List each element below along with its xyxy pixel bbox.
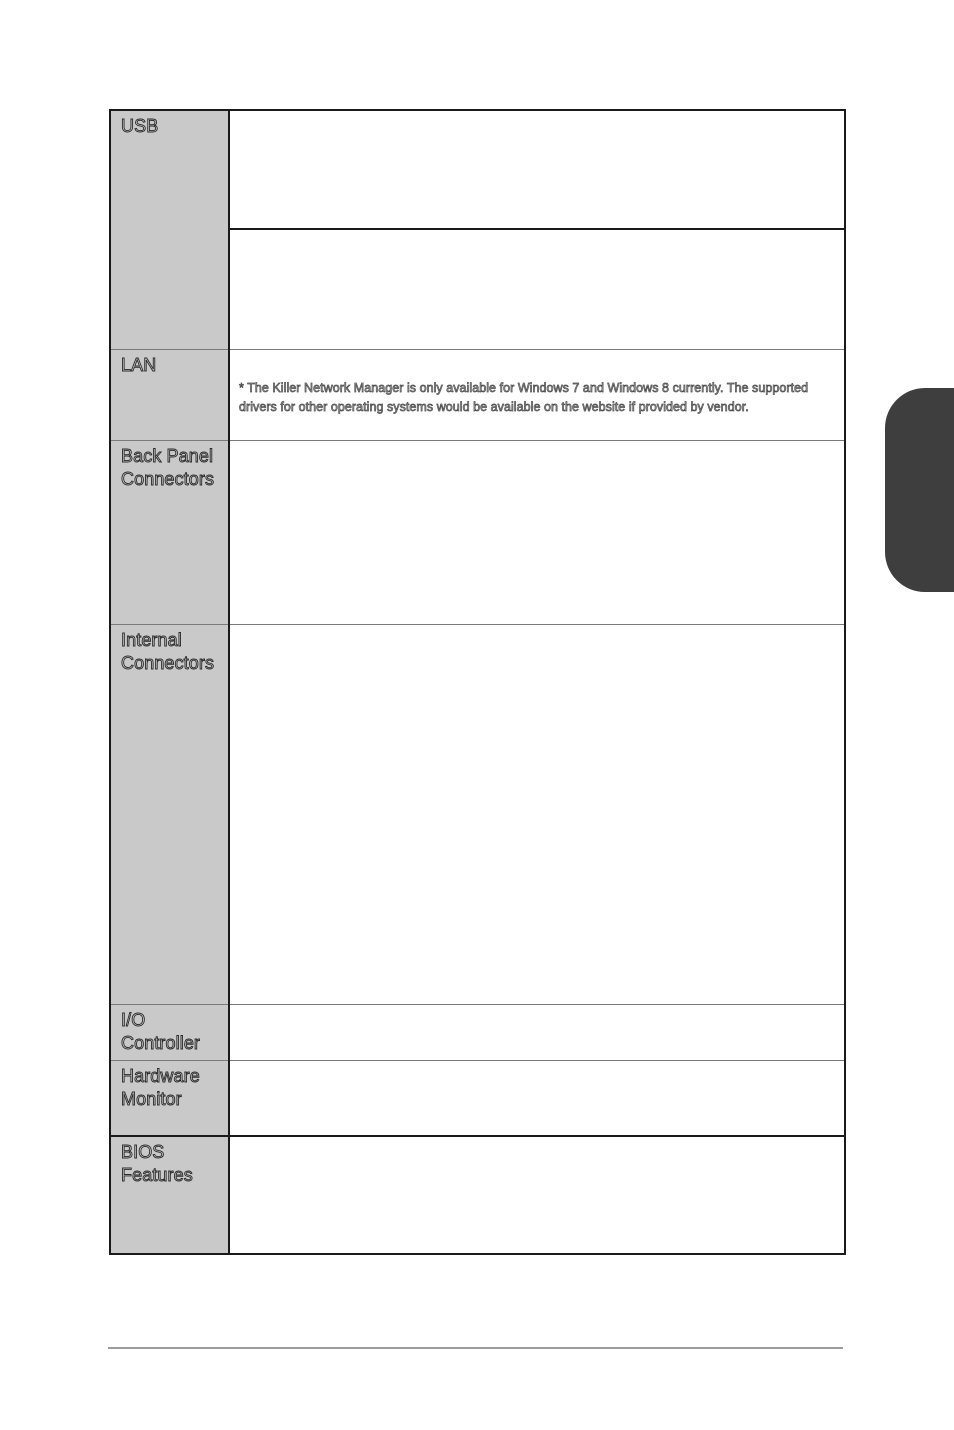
row-label-hardware-monitor: Hardware Monitor [110, 1060, 229, 1136]
io-content-cell [229, 1004, 845, 1060]
table-row-io [110, 1004, 845, 1060]
row-label-io-controller: I/O Controller [110, 1004, 229, 1060]
table-row-back-panel [110, 440, 845, 624]
table-row-internal [110, 624, 845, 1004]
specifications-table [109, 109, 846, 1255]
table-row-hardware [110, 1060, 845, 1136]
table-row-lan [110, 349, 845, 440]
row-label-lan: LAN [110, 349, 229, 440]
bios-content-cell [229, 1136, 845, 1254]
table-row-bios [110, 1136, 845, 1254]
hardware-content-cell [229, 1060, 845, 1136]
back-panel-content-cell [229, 440, 845, 624]
internal-content-cell [229, 624, 845, 1004]
chapter-side-tab [885, 388, 954, 592]
footer-divider [108, 1347, 843, 1349]
usb-content-cell-2 [229, 229, 845, 349]
lan-content-cell [229, 349, 845, 440]
lan-footnote: * The Killer Network Manager is only available for Windows 7 and Windows 8 currently. The supported drivers for other operating systems would be available on the website if provided by vendor. [239, 380, 809, 414]
row-label-bios-features: BIOS Features [110, 1136, 229, 1254]
table-row-usb [110, 110, 845, 229]
usb-content-cell-1 [229, 110, 845, 229]
row-label-usb: USB [110, 110, 229, 349]
row-label-internal-connectors: Internal Connectors [110, 624, 229, 1004]
row-label-back-panel-connectors: Back Panel Connectors [110, 440, 229, 624]
